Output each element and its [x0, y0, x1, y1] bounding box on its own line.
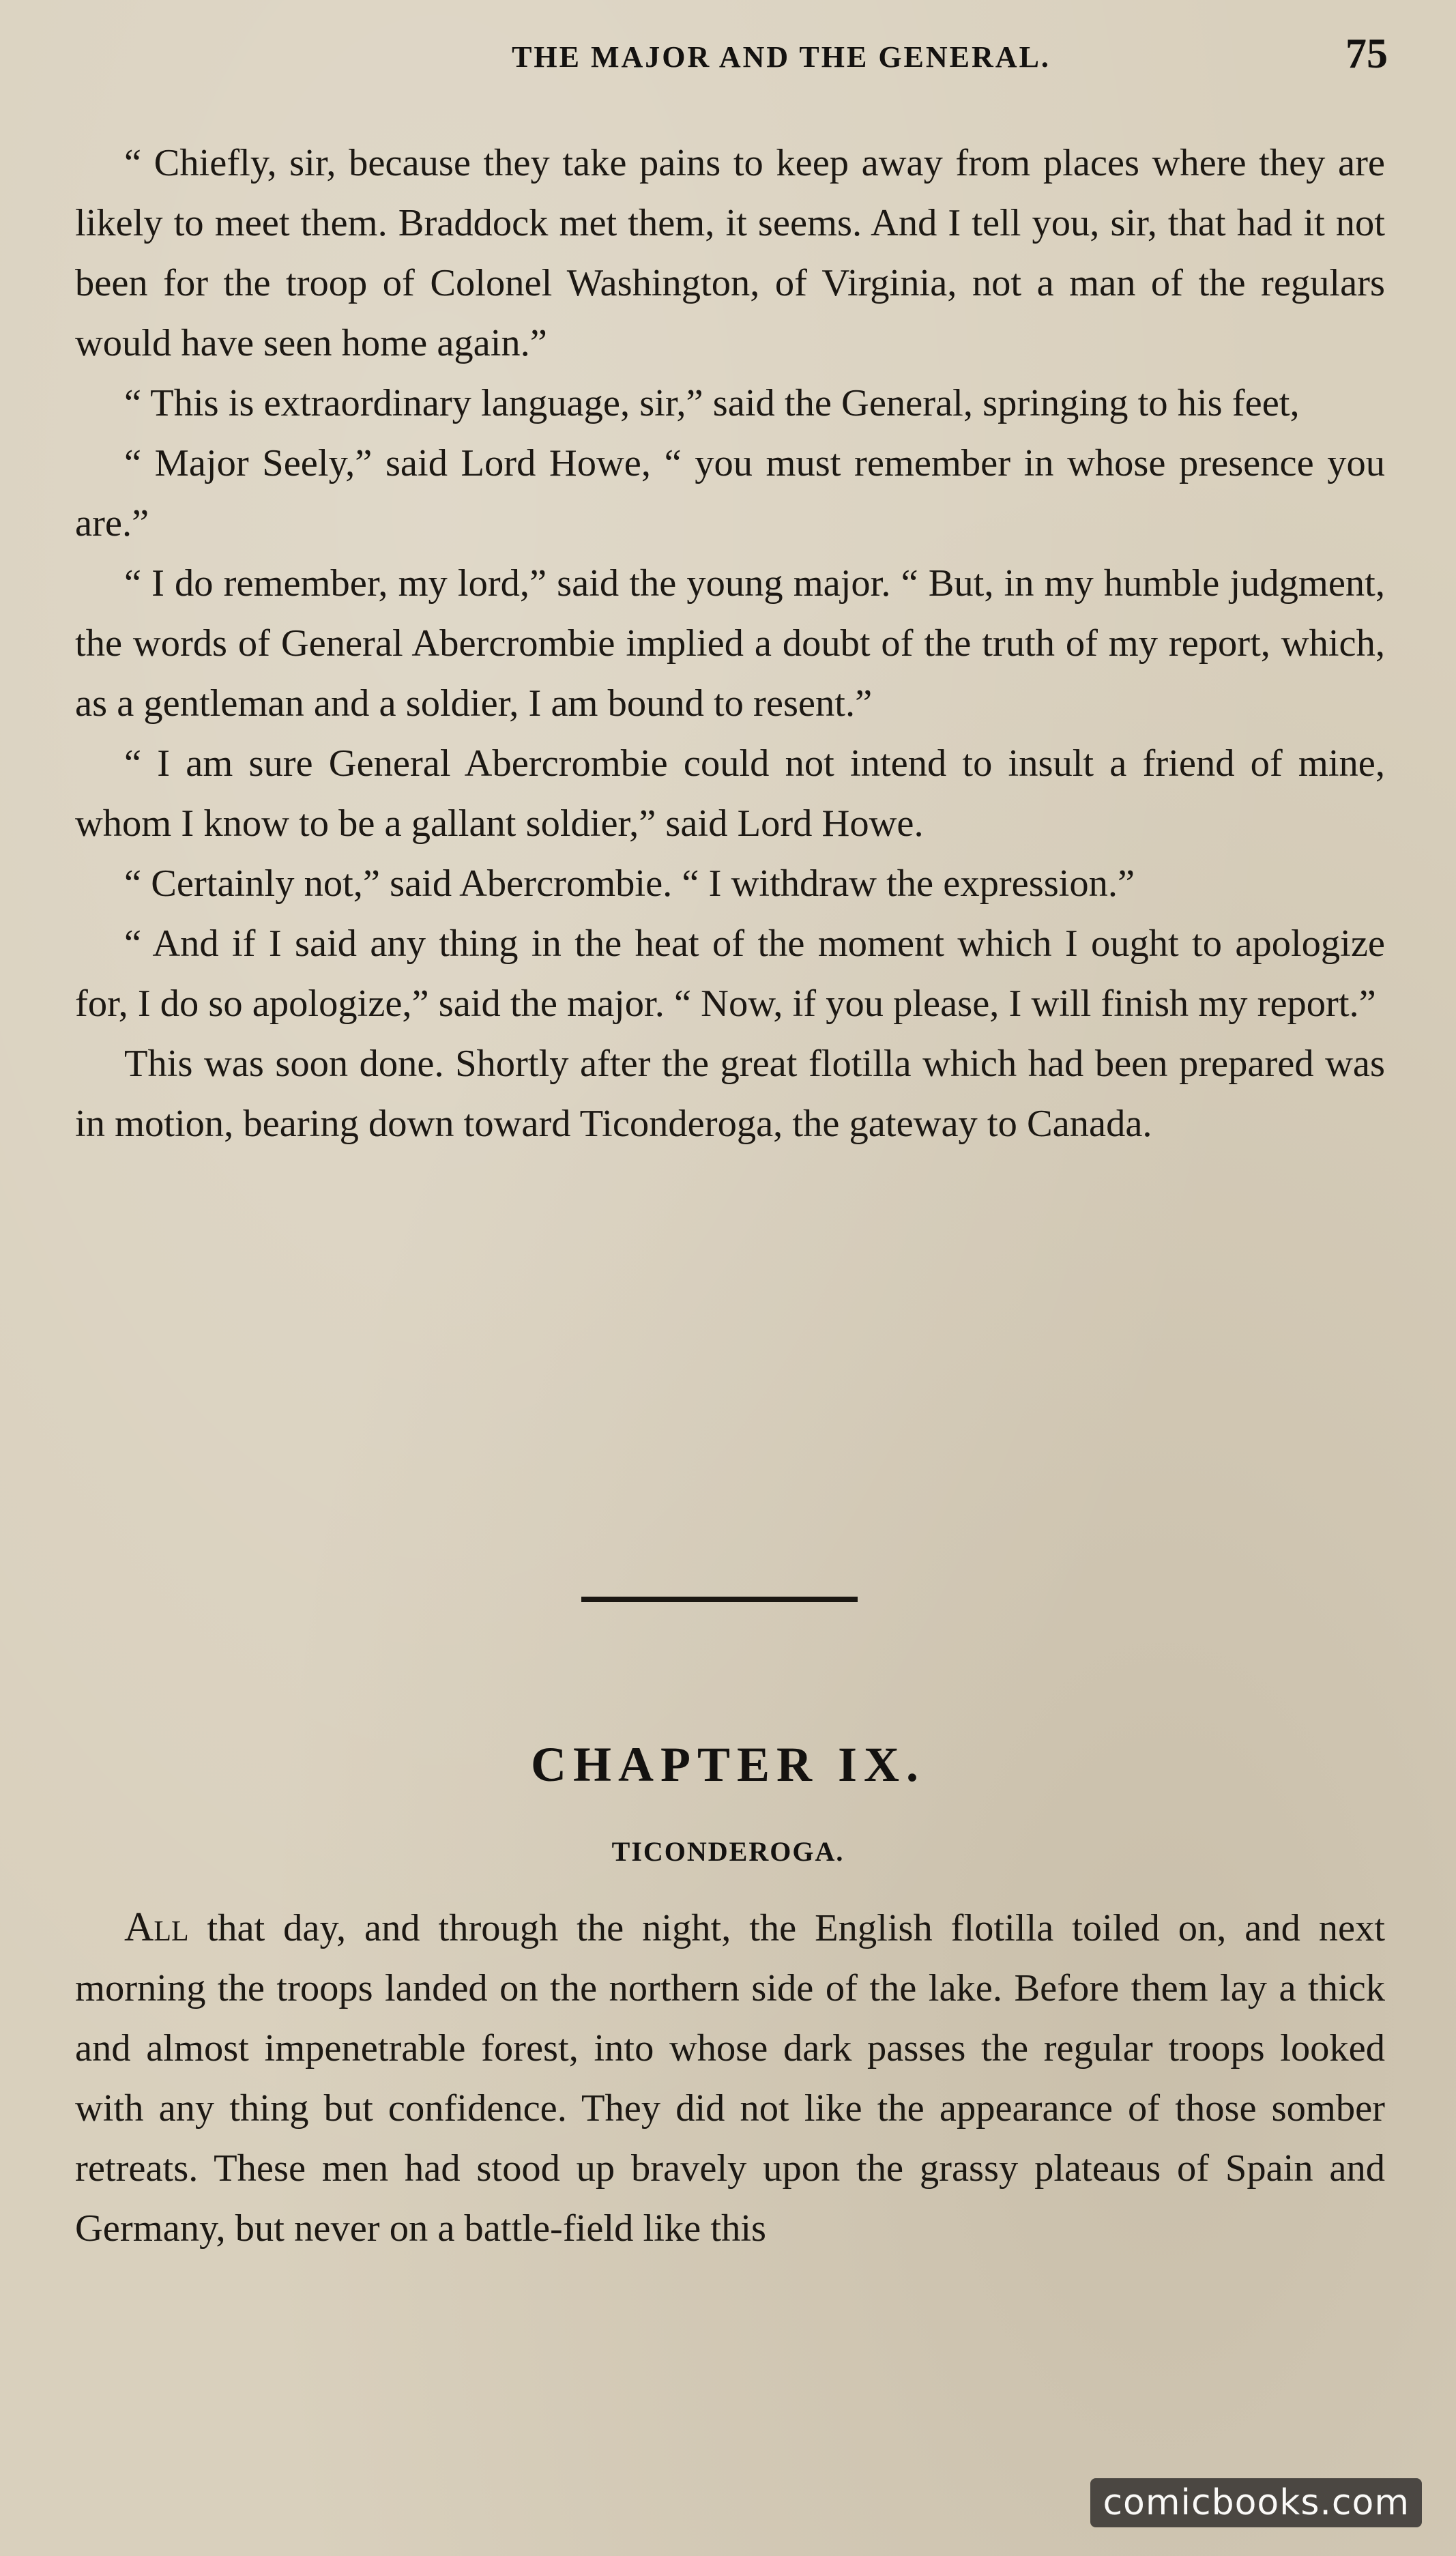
page-number: 75 [1345, 31, 1388, 77]
paragraph: “ I am sure General Abercrombie could not intend to insult a friend of mine, whom I know to be a gallant soldier,” said Lord Howe. [75, 742, 1385, 845]
running-head: THE MAJOR AND THE GENERAL. [512, 40, 1051, 74]
paragraph: “ And if I said any thing in the heat of the moment which I ought to apologize for, I do so apologize,” said the major. “ Now, if you please, I will finish my report.” [75, 923, 1385, 1025]
paragraph-text: that day, and through the night, the English flotilla toiled on, and next morning the troops landed on the northern side of the lake. Before them lay a thick and almost impenetrable forest, into whose dark passes the regular troops looked with any thing but confidence. They did not like the appearance of those somber retreats. These men had stood up bravely upon the grassy plateaus of Spain and Germany, but never on a battle-field like this [75, 1907, 1385, 2250]
section-divider [581, 1597, 858, 1602]
chapter-subtitle: TICONDEROGA. [611, 1836, 845, 1867]
chapter-title: CHAPTER IX. [530, 1737, 926, 1792]
paragraph: “ This is extraordinary language, sir,” said the General, springing to his feet, [124, 382, 1300, 424]
paragraph: “ Certainly not,” said Abercrombie. “ I withdraw the expression.” [124, 862, 1135, 905]
paragraph: “ Major Seely,” said Lord Howe, “ you must remember in whose presence you are.” [75, 442, 1385, 544]
paragraph: This was soon done. Shortly after the great flotilla which had been prepared was in motion, bearing down toward Ticonderoga, the gateway to Canada. [75, 1043, 1385, 1145]
body-text-top [75, 133, 1385, 1154]
watermark: comicbooks.com [1090, 2478, 1422, 2527]
paragraph: “ I do remember, my lord,” said the young major. “ But, in my humble judgment, the words of General Abercrombie implied a doubt of the truth of my report, which, as a gentleman and a soldier, I am bound to resent.” [75, 562, 1385, 725]
paragraph: “ Chiefly, sir, because they take pains to keep away from places where they are likely to meet them. Braddock met them, it seems. And I tell you, sir, that had it not been for the troop of Colonel Washington, of Virginia, not a man of the regulars would have seen home again.” [75, 142, 1385, 364]
body-text-chapter [75, 1897, 1385, 2259]
lead-word: All [124, 1904, 189, 1949]
chapter-opening-paragraph [75, 1897, 1385, 2259]
